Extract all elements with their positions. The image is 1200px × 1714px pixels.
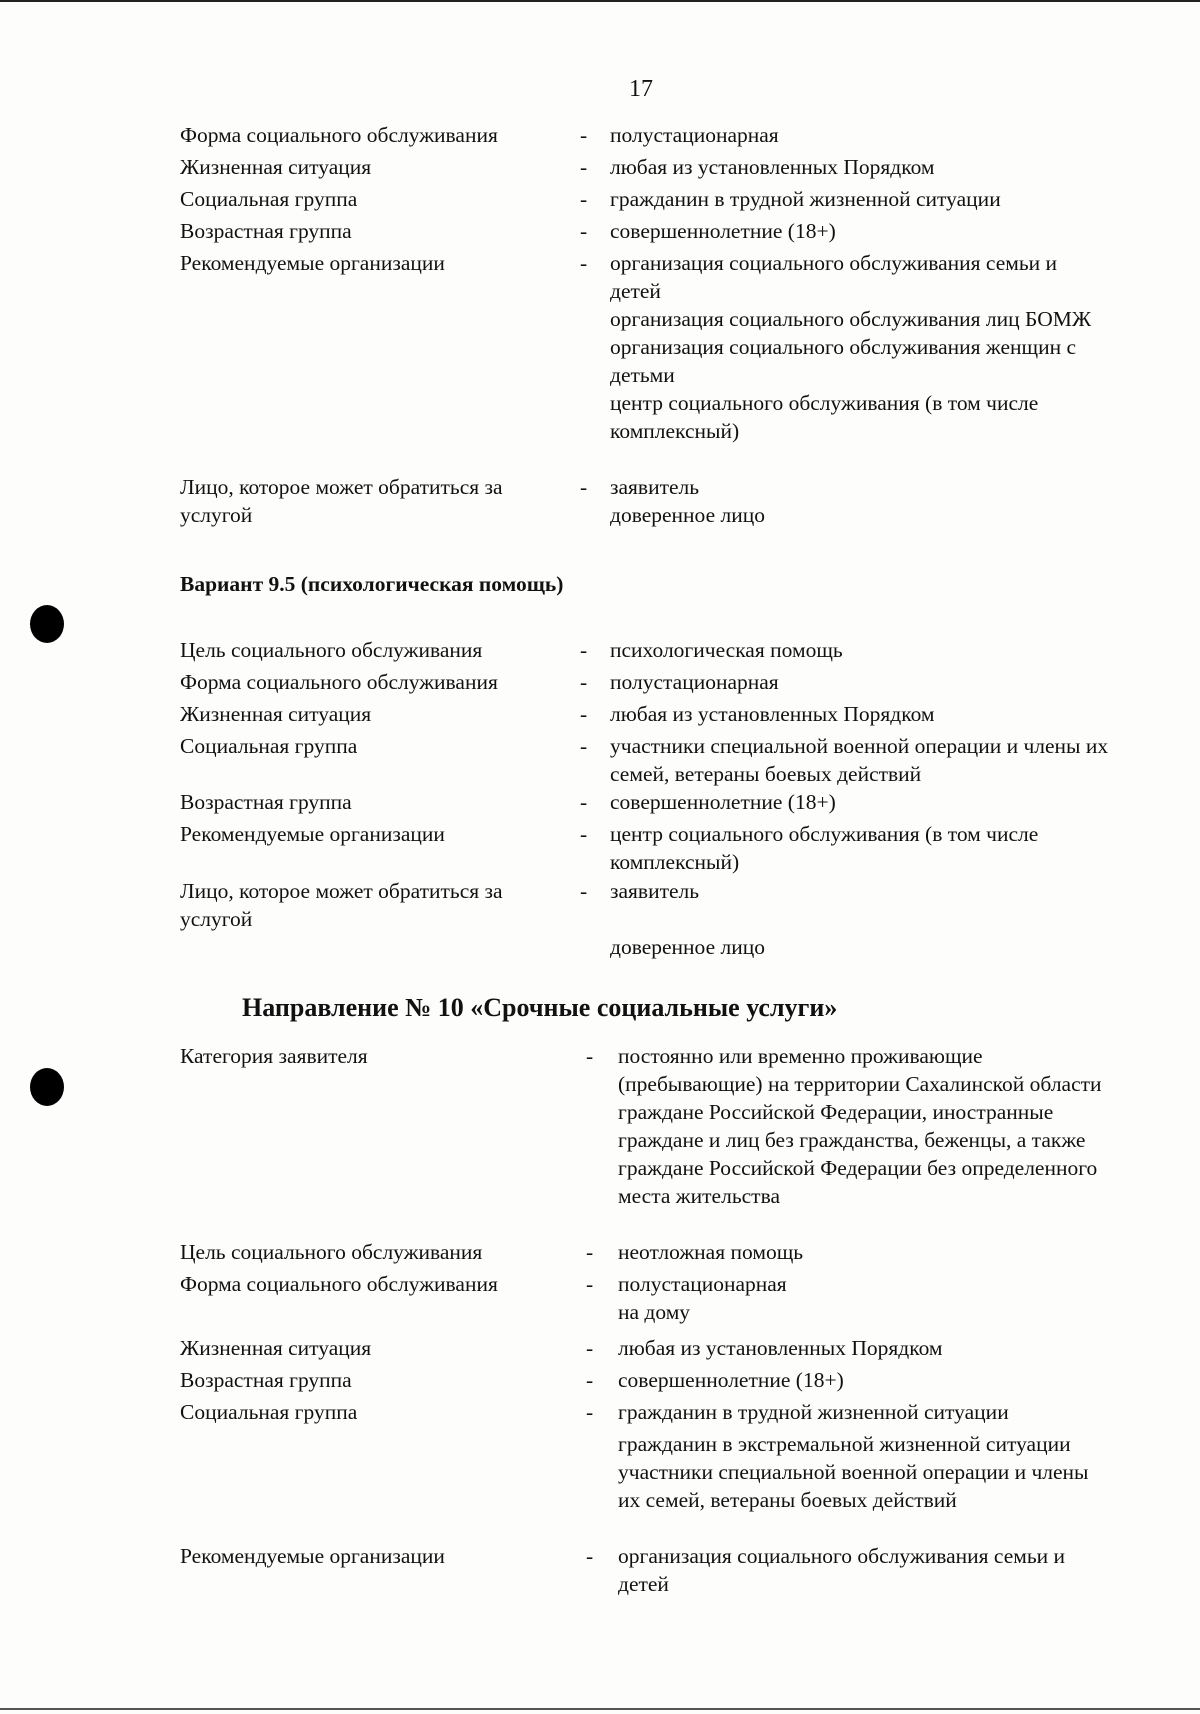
row-dash: - <box>586 1336 594 1360</box>
service-table-variant-9-5 <box>180 636 1110 959</box>
row-value: постоянно или временно проживающие (пребывающие) на территории Сахалинской области граждане Российской Федерации, иностранные граждане и лиц без гражданства, беженцы, а также граждане Российской Федерации без определенного места жительства <box>618 1044 1102 1208</box>
row-dash: - <box>586 1368 594 1392</box>
row-dash: - <box>580 670 588 694</box>
table-row <box>180 1366 1110 1398</box>
value-gap <box>610 905 1110 933</box>
row-label: Социальная группа <box>180 1400 358 1424</box>
row-label: Жизненная ситуация <box>180 1336 372 1360</box>
service-table-direction-10 <box>180 1042 1110 1602</box>
row-value: организация социального обслуживания семьи и детей <box>610 251 1058 303</box>
row-dash: - <box>580 638 588 662</box>
table-row <box>180 732 1110 788</box>
row-label: Возрастная группа <box>180 790 352 814</box>
row-value: совершеннолетние (18+) <box>610 219 836 243</box>
punch-hole <box>30 1068 64 1106</box>
scan-top-edge <box>0 0 1200 2</box>
row-value: заявитель <box>610 879 700 903</box>
row-value: организация социального обслуживания семьи и детей <box>618 1544 1066 1596</box>
table-row <box>180 788 1110 820</box>
row-dash: - <box>580 734 588 758</box>
row-dash: - <box>580 187 588 211</box>
row-value: организация социального обслуживания лиц БОМЖ <box>610 307 1092 331</box>
row-dash: - <box>580 475 588 499</box>
row-dash: - <box>586 1272 594 1296</box>
row-value: полустационарная <box>610 670 779 694</box>
row-value: на дому <box>618 1300 691 1324</box>
service-table-variant-9-4 <box>180 121 1110 533</box>
row-value: доверенное лицо <box>610 935 765 959</box>
row-dash: - <box>580 790 588 814</box>
row-dash: - <box>580 702 588 726</box>
table-row <box>180 1270 1110 1334</box>
table-row <box>180 473 1110 533</box>
table-row <box>180 700 1110 732</box>
table-row <box>180 121 1110 153</box>
row-value: заявитель <box>610 475 700 499</box>
row-dash: - <box>580 219 588 243</box>
row-dash: - <box>580 155 588 179</box>
row-label: Возрастная группа <box>180 219 352 243</box>
row-label: Рекомендуемые организации <box>180 1544 445 1568</box>
row-label: Форма социального обслуживания <box>180 670 498 694</box>
row-label: Жизненная ситуация <box>180 702 372 726</box>
row-value: доверенное лицо <box>610 503 765 527</box>
table-row <box>180 668 1110 700</box>
table-row <box>180 249 1110 473</box>
row-label: Лицо, которое может обратиться за услугой <box>180 879 503 931</box>
row-value: гражданин в трудной жизненной ситуации <box>610 187 1001 211</box>
row-label: Социальная группа <box>180 734 358 758</box>
row-dash: - <box>580 123 588 147</box>
row-value: совершеннолетние (18+) <box>618 1368 844 1392</box>
table-row <box>180 153 1110 185</box>
row-label: Жизненная ситуация <box>180 155 372 179</box>
row-label: Форма социального обслуживания <box>180 123 498 147</box>
row-value: гражданин в экстремальной жизненной ситуации <box>618 1432 1071 1456</box>
table-row <box>180 1542 1110 1602</box>
scan-bottom-edge <box>0 1708 1200 1710</box>
row-dash: - <box>586 1544 594 1568</box>
punch-hole <box>30 605 64 643</box>
table-row <box>180 185 1110 217</box>
row-value: гражданин в трудной жизненной ситуации <box>618 1400 1009 1424</box>
table-row <box>180 217 1110 249</box>
section-heading: Направление № 10 «Срочные социальные услуги» <box>242 993 838 1022</box>
row-value: неотложная помощь <box>618 1240 804 1264</box>
table-row <box>180 1042 1110 1238</box>
row-dash: - <box>580 879 588 903</box>
row-value: любая из установленных Порядком <box>610 702 935 726</box>
row-dash: - <box>586 1044 594 1068</box>
table-row <box>180 820 1110 877</box>
row-value: участники специальной военной операции и члены их семей, ветераны боевых действий <box>618 1460 1089 1512</box>
row-value: совершеннолетние (18+) <box>610 790 836 814</box>
row-value: полустационарная <box>618 1272 787 1296</box>
row-value: участники специальной военной операции и члены их семей, ветераны боевых действий <box>610 734 1109 786</box>
row-value: психологическая помощь <box>610 638 843 662</box>
table-row <box>180 636 1110 668</box>
row-label: Категория заявителя <box>180 1044 368 1068</box>
table-row <box>180 1334 1110 1366</box>
row-value: организация социального обслуживания женщин с детьми <box>610 335 1076 387</box>
row-label: Цель социального обслуживания <box>180 638 483 662</box>
row-label: Лицо, которое может обратиться за услугой <box>180 475 503 527</box>
row-label: Социальная группа <box>180 187 358 211</box>
row-dash: - <box>580 822 588 846</box>
row-value: центр социального обслуживания (в том числе комплексный) <box>610 391 1039 443</box>
row-label: Рекомендуемые организации <box>180 251 445 275</box>
row-label: Форма социального обслуживания <box>180 1272 498 1296</box>
variant-heading: Вариант 9.5 (психологическая помощь) <box>180 572 564 596</box>
table-row <box>180 877 1110 959</box>
row-label: Цель социального обслуживания <box>180 1240 483 1264</box>
table-row <box>180 1238 1110 1270</box>
row-dash: - <box>586 1400 594 1424</box>
row-value: центр социального обслуживания (в том числе комплексный) <box>610 822 1039 874</box>
row-dash: - <box>580 251 588 275</box>
row-dash: - <box>586 1240 594 1264</box>
row-value: любая из установленных Порядком <box>610 155 935 179</box>
table-row <box>180 1398 1110 1542</box>
page-number: 17 <box>629 76 653 102</box>
row-value: полустационарная <box>610 123 779 147</box>
row-label: Рекомендуемые организации <box>180 822 445 846</box>
row-value: любая из установленных Порядком <box>618 1336 943 1360</box>
row-label: Возрастная группа <box>180 1368 352 1392</box>
